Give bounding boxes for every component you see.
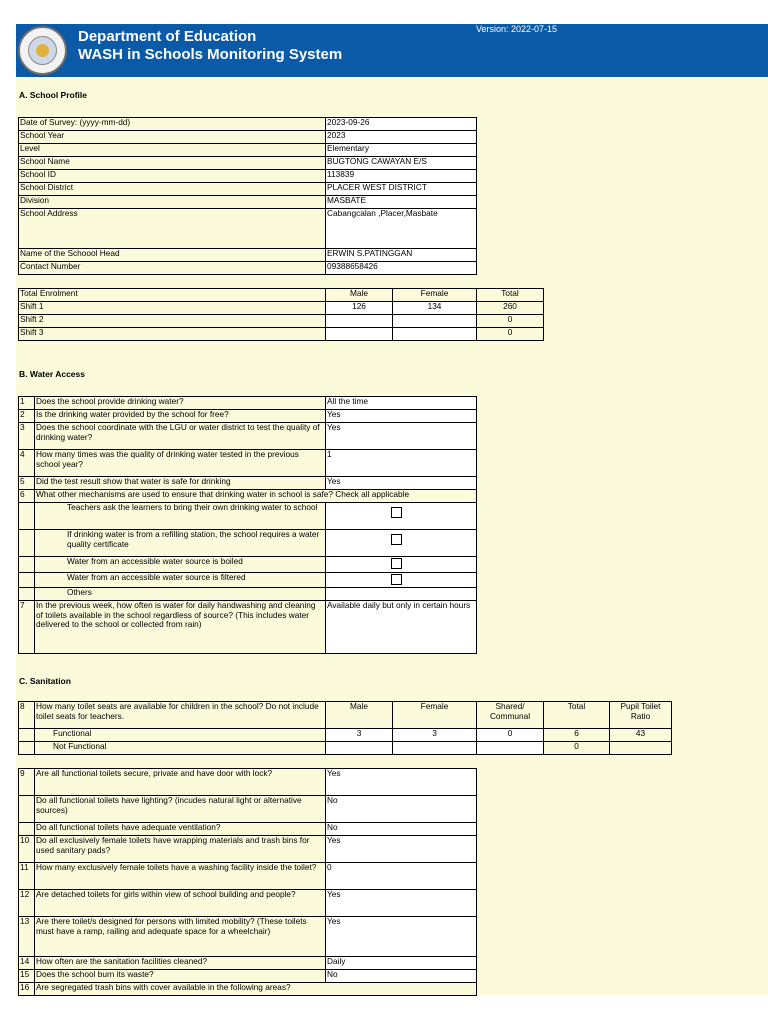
option-text: Water from an accessible water source is boiled — [35, 557, 326, 573]
question-text: Are there toilet/s designed for persons with limited mobility? (These toilets must have a ramp, railing and adequate space for a wheelchair) — [35, 917, 326, 957]
question-number: 13 — [19, 917, 35, 957]
header-title-department: Department of Education — [78, 28, 257, 45]
question-number: 9 — [19, 769, 35, 796]
question-text: Are segregated trash bins with cover available in the following areas? — [35, 983, 477, 996]
lighting-answer-field[interactable]: No — [326, 796, 477, 823]
division-field[interactable]: MASBATE — [326, 196, 477, 209]
app-header — [16, 24, 768, 77]
shift2-female-field[interactable] — [393, 315, 477, 328]
question-text: How many toilet seats are available for children in the school? Do not include toilet seats for teachers. — [35, 702, 326, 729]
q4-answer-field[interactable]: 1 — [326, 450, 477, 477]
question-text: Did the test result show that water is safe for drinking — [35, 477, 326, 490]
profile-label: School Name — [19, 157, 326, 170]
school-address-field[interactable]: Cabangcalan ,Placer,Masbate — [326, 209, 477, 249]
sanitation-questions-table — [18, 768, 477, 996]
q12-answer-field[interactable]: Yes — [326, 890, 477, 917]
row-label-not-functional: Not Functional — [35, 742, 326, 755]
deped-seal-logo — [18, 26, 67, 75]
shift3-female-field[interactable] — [393, 328, 477, 341]
question-number: 12 — [19, 890, 35, 917]
col-header-ratio: Pupil Toilet Ratio — [610, 702, 672, 729]
option-text: If drinking water is from a refilling station, the school requires a water quality certificate — [35, 530, 326, 557]
header-title-system: WASH in Schools Monitoring System — [78, 46, 343, 63]
section-b-title: B. Water Access — [19, 369, 85, 379]
filtered-water-checkbox[interactable] — [391, 574, 402, 585]
functional-total: 6 — [544, 729, 610, 742]
profile-label: Level — [19, 144, 326, 157]
question-text: Is the drinking water provided by the school for free? — [35, 410, 326, 423]
shift1-male-field[interactable]: 126 — [326, 302, 393, 315]
question-text: Are all functional toilets secure, private and have door with lock? — [35, 769, 326, 796]
question-text: How often are the sanitation facilities cleaned? — [35, 957, 326, 970]
shift1-female-field[interactable]: 134 — [393, 302, 477, 315]
col-header-female: Female — [393, 702, 477, 729]
question-text: Does the school provide drinking water? — [35, 397, 326, 410]
functional-female-field[interactable]: 3 — [393, 729, 477, 742]
col-header-male: Male — [326, 702, 393, 729]
version-label: Version: 2022-07-15 — [476, 24, 558, 34]
shift-label: Shift 3 — [19, 328, 326, 341]
not-functional-male-field[interactable] — [326, 742, 393, 755]
enrolment-header: Total Enrolment — [19, 289, 326, 302]
question-number: 3 — [19, 423, 35, 450]
form-sheet — [16, 77, 768, 995]
profile-label: Name of the Schoool Head — [19, 249, 326, 262]
enrolment-header-total: Total — [477, 289, 544, 302]
question-number: 10 — [19, 836, 35, 863]
shift3-male-field[interactable] — [326, 328, 393, 341]
question-number: 16 — [19, 983, 35, 996]
q2-answer-field[interactable]: Yes — [326, 410, 477, 423]
toilet-seats-table — [18, 701, 672, 755]
question-number: 5 — [19, 477, 35, 490]
profile-label: Division — [19, 196, 326, 209]
option-text: Water from an accessible water source is filtered — [35, 572, 326, 588]
question-text: Do all functional toilets have lighting? (incudes natural light or alternative sources) — [35, 796, 326, 823]
not-functional-shared-field[interactable] — [477, 742, 544, 755]
others-field[interactable] — [326, 588, 477, 601]
question-number: 8 — [19, 702, 35, 729]
ventilation-answer-field[interactable]: No — [326, 823, 477, 836]
enrolment-table — [18, 288, 544, 341]
contact-number-field[interactable]: 09388658426 — [326, 262, 477, 275]
question-text: Do all functional toilets have adequate ventilation? — [35, 823, 326, 836]
enrolment-header-female: Female — [393, 289, 477, 302]
question-number: 4 — [19, 450, 35, 477]
section-c-title: C. Sanitation — [19, 676, 71, 686]
boiled-water-checkbox[interactable] — [391, 558, 402, 569]
q3-answer-field[interactable]: Yes — [326, 423, 477, 450]
q1-answer-field[interactable]: All the time — [326, 397, 477, 410]
shift-label: Shift 2 — [19, 315, 326, 328]
school-name-field[interactable]: BUGTONG CAWAYAN E/S — [326, 157, 477, 170]
shift1-total: 260 — [477, 302, 544, 315]
date-of-survey-field[interactable]: 2023-09-26 — [326, 118, 477, 131]
q10-answer-field[interactable]: Yes — [326, 836, 477, 863]
question-number: 1 — [19, 397, 35, 410]
q11-answer-field[interactable]: 0 — [326, 863, 477, 890]
enrolment-header-male: Male — [326, 289, 393, 302]
question-number: 7 — [19, 601, 35, 654]
profile-label: School ID — [19, 170, 326, 183]
row-label-functional: Functional — [35, 729, 326, 742]
functional-male-field[interactable]: 3 — [326, 729, 393, 742]
shift2-male-field[interactable] — [326, 315, 393, 328]
not-functional-female-field[interactable] — [393, 742, 477, 755]
question-number: 2 — [19, 410, 35, 423]
col-header-shared: Shared/ Communal — [477, 702, 544, 729]
q15-answer-field[interactable]: No — [326, 970, 477, 983]
profile-label: School Year — [19, 131, 326, 144]
profile-label: School District — [19, 183, 326, 196]
not-functional-ratio — [610, 742, 672, 755]
question-number: 6 — [19, 490, 35, 503]
section-a-title: A. School Profile — [19, 90, 88, 100]
question-number: 14 — [19, 957, 35, 970]
q5-answer-field[interactable]: Yes — [326, 477, 477, 490]
q9-answer-field[interactable]: Yes — [326, 769, 477, 796]
own-water-checkbox[interactable] — [391, 507, 402, 518]
water-access-table — [18, 396, 477, 654]
profile-label: School Address — [19, 209, 326, 249]
school-year-field[interactable]: 2023 — [326, 131, 477, 144]
question-text: In the previous week, how often is water for daily handwashing and cleaning of toilets available in the school regardless of source? (This includes water delivered to the school or collected from rain) — [35, 601, 326, 654]
question-text: Are detached toilets for girls within view of school building and people? — [35, 890, 326, 917]
not-functional-total: 0 — [544, 742, 610, 755]
functional-shared-field[interactable]: 0 — [477, 729, 544, 742]
col-header-total: Total — [544, 702, 610, 729]
pupil-toilet-ratio: 43 — [610, 729, 672, 742]
profile-label: Date of Survey: (yyyy-mm-dd) — [19, 118, 326, 131]
level-field[interactable]: Elementary — [326, 144, 477, 157]
school-id-field[interactable]: 113839 — [326, 170, 477, 183]
school-profile-table — [18, 117, 477, 275]
school-district-field[interactable]: PLACER WEST DISTRICT — [326, 183, 477, 196]
shift-label: Shift 1 — [19, 302, 326, 315]
school-head-field[interactable]: ERWIN S.PATINGGAN — [326, 249, 477, 262]
question-number: 15 — [19, 970, 35, 983]
question-number: 11 — [19, 863, 35, 890]
profile-label: Contact Number — [19, 262, 326, 275]
refill-certificate-checkbox[interactable] — [391, 534, 402, 545]
question-text: Do all exclusively female toilets have wrapping materials and trash bins for used sanitary pads? — [35, 836, 326, 863]
q7-answer-field[interactable]: Available daily but only in certain hours — [326, 601, 477, 654]
question-text: How many exclusively female toilets have a washing facility inside the toilet? — [35, 863, 326, 890]
question-text: What other mechanisms are used to ensure that drinking water in school is safe? Check all applicable — [35, 490, 477, 503]
option-text: Others — [35, 588, 326, 601]
question-text: How many times was the quality of drinking water tested in the previous school year? — [35, 450, 326, 477]
question-text: Does the school burn its waste? — [35, 970, 326, 983]
option-text: Teachers ask the learners to bring their own drinking water to school — [35, 503, 326, 530]
question-text: Does the school coordinate with the LGU or water district to test the quality of drinking water? — [35, 423, 326, 450]
shift2-total: 0 — [477, 315, 544, 328]
shift3-total: 0 — [477, 328, 544, 341]
q14-answer-field[interactable]: Daily — [326, 957, 477, 970]
q13-answer-field[interactable]: Yes — [326, 917, 477, 957]
